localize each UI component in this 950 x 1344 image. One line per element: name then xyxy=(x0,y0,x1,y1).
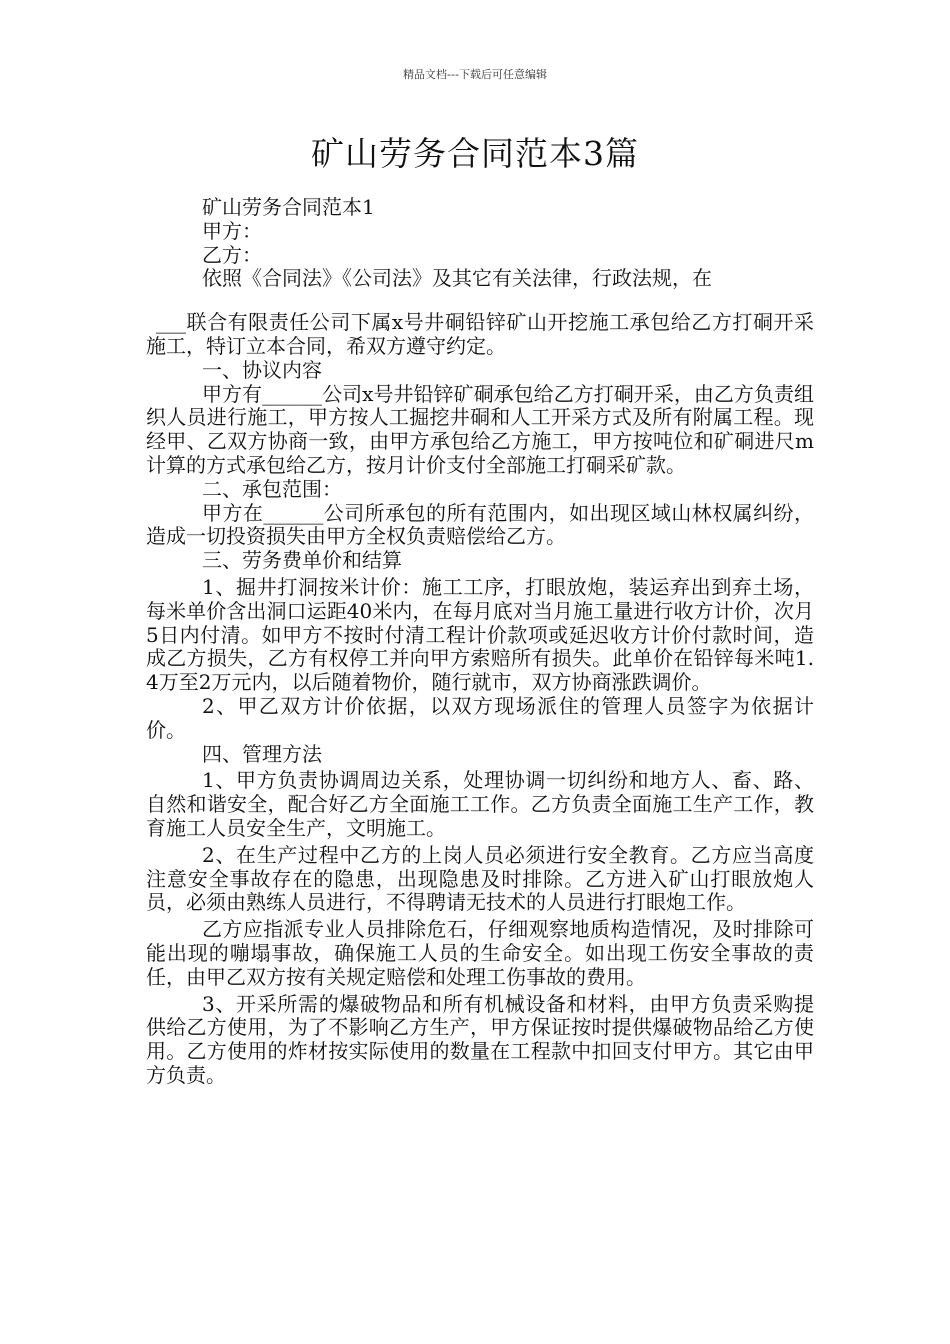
party-b-line: 乙方： xyxy=(202,242,262,267)
document-body xyxy=(146,196,814,1088)
section-4-item-2-continued: 乙方应指派专业人员排除危石，仔细观察地质构造情况，及时排除可能出现的嘣塌事故，确保施工人员的生命安全。如出现工伤安全事故的责任，由甲乙双方按有关规定赔偿和处理工伤事故的费用。 xyxy=(146,917,814,989)
section-heading-3: 三、劳务费单价和结算 xyxy=(202,548,402,573)
section-3-item-1: 1、掘井打洞按米计价：施工工序，打眼放炮，装运弃出到弃土场，每米单价含出洞口运距40米内，在每月底对当月施工量进行收方计价，次月5日内付清。如甲方不按时付清工程计价款项或延迟收方计价付款时间，造成乙方损失，乙方有权停工并向甲方索赔所有损失。此单价在铅锌每米吨1.4万至2万元内，以后随着物价，随行就市，双方协商涨跌调价。 xyxy=(146,574,814,695)
section-3-item-2: 2、甲乙双方计价依据，以双方现场派住的管理人员签字为依据计价。 xyxy=(146,693,814,742)
contract-intro-paragraph: ___联合有限责任公司下属x号井硐铅锌矿山开挖施工承包给乙方打硐开采施工，特订立本合同，希双方遵守约定。 xyxy=(146,310,814,358)
document-title: 矿山劳务合同范本3篇 xyxy=(311,134,639,173)
header-note: 精品文档---下载后可任意编辑 xyxy=(403,68,547,81)
legal-basis-paragraph: 依照《合同法》《公司法》及其它有关法律，行政法规，在 xyxy=(202,266,712,291)
section-heading-4: 四、管理方法 xyxy=(202,741,322,766)
section-1-paragraph: 甲方有______公司x号井铅锌矿硐承包给乙方打硐开采，由乙方负责组织人员进行施工，甲方按人工掘挖井硐和人工开采方式及所有附属工程。现经甲、乙双方协商一致，由甲方承包给乙方施工，甲方按吨位和矿硐进尺m计算的方式承包给乙方，按月计价支付全部施工打硐采矿款。 xyxy=(146,381,814,477)
section-4-item-3: 3、开采所需的爆破物品和所有机械设备和材料，由甲方负责采购提供给乙方使用，为了不影响乙方生产，甲方保证按时提供爆破物品给乙方使用。乙方使用的炸材按实际使用的数量在工程款中扣回支付甲方。其它由甲方负责。 xyxy=(146,991,814,1087)
section-2-paragraph: 甲方在______公司所承包的所有范围内，如出现区域山林权属纠纷，造成一切投资损失由甲方全权负责赔偿给乙方。 xyxy=(146,500,814,549)
section-heading-2: 二、承包范围： xyxy=(202,476,342,501)
section-4-item-1: 1、甲方负责协调周边关系，处理协调一切纠纷和地方人、畜、路、自然和谐安全，配合好乙方全面施工工作。乙方负责全面施工生产工作，教育施工人员安全生产，文明施工。 xyxy=(146,768,814,840)
subtitle-paragraph: 矿山劳务合同范本1 xyxy=(202,195,375,219)
section-4-item-2: 2、在生产过程中乙方的上岗人员必须进行安全教育。乙方应当高度注意安全事故存在的隐患，出现隐患及时排除。乙方进入矿山打眼放炮人员，必须由熟练人员进行，不得聘请无技术的人员进行打眼炮工作。 xyxy=(146,842,814,915)
section-heading-1: 一、协议内容 xyxy=(202,357,322,382)
party-a-line: 甲方： xyxy=(202,218,262,243)
